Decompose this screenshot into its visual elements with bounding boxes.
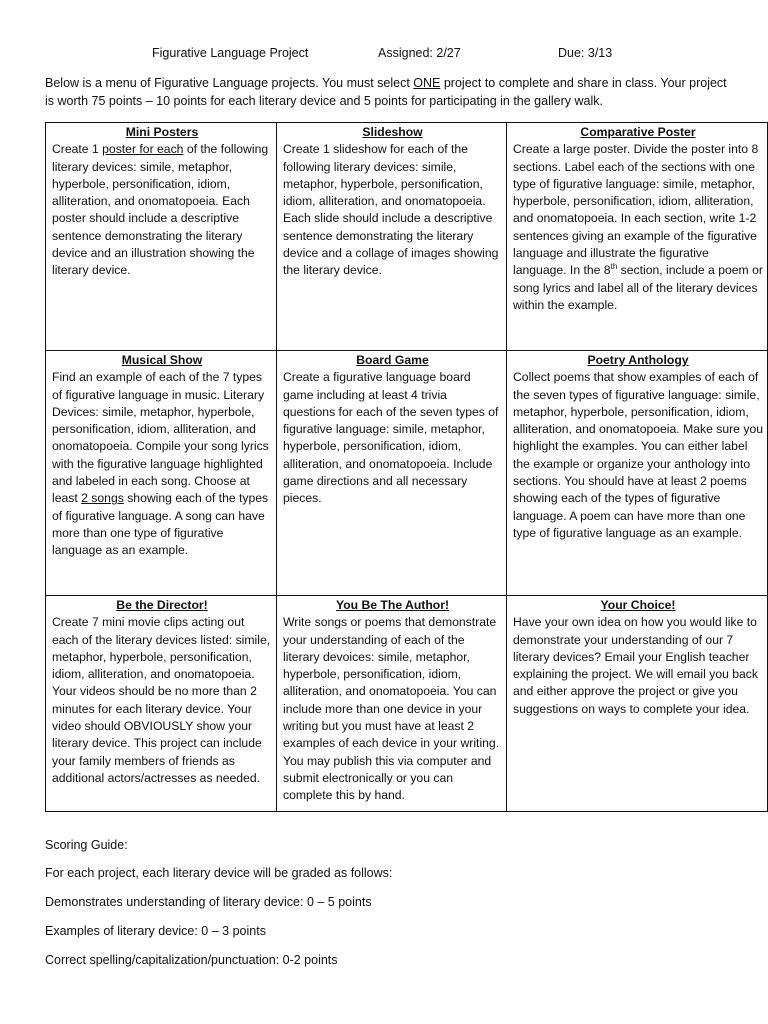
scoring-item: Examples of literary device: 0 – 3 points <box>45 924 266 938</box>
project-cell-musical-show <box>46 351 277 596</box>
cell-title: You Be The Author! <box>335 598 450 612</box>
cell-text: of the following literary devices: simile, metaphor, hyperbole, personification, idiom, alliteration, and onomatopoeia. Each poster should include a descriptive sentence demonstrating the literary device and an illustration showing the literary device. <box>52 142 269 278</box>
assigned-date: Assigned: 2/27 <box>378 46 461 60</box>
table-row <box>46 596 768 812</box>
cell-text: Create 1 <box>52 142 103 157</box>
project-menu-table <box>45 122 768 812</box>
cell-text: showing each of the types of figurative language. A song can have more than one type of figurative language as an example. <box>52 491 269 558</box>
cell-body: Collect poems that show examples of each of the seven types of figurative language: simile, metaphor, hyperbole, personification, idiom, alliteration, and onomatopoeia. Make sure you highlight the examples. You can either label the example or organize your anthology into sections. You should have at least 2 poems showing each of the types of figurative language. A poem can have more than one type of figurative language as an example. <box>513 370 763 540</box>
cell-title: Comparative Poster <box>580 125 696 139</box>
table-row <box>46 351 768 596</box>
scoring-heading: Scoring Guide: <box>45 838 128 852</box>
project-cell-you-be-the-author <box>277 596 507 812</box>
cell-title: Poetry Anthology <box>587 353 689 367</box>
project-cell-board-game <box>277 351 507 596</box>
cell-body <box>52 369 272 559</box>
document-header <box>45 46 725 66</box>
cell-body <box>513 141 763 314</box>
project-cell-poetry-anthology <box>507 351 768 596</box>
cell-underlined-text: 2 songs <box>81 491 124 506</box>
intro-text-start: Below is a menu of Figurative Language projects. You must select <box>45 76 414 90</box>
cell-title: Mini Posters <box>125 125 199 139</box>
project-cell-be-the-director <box>46 596 277 812</box>
cell-text: Create a large poster. Divide the poster into 8 sections. Label each of the sections with one type of figurative language: simile, metaphor, hyperbole, personification, idiom, alliteration, and onomatopoeia. In each section, write 1-2 sentences giving an example of the figurative language and illustrate the figurative language. In the 8 <box>513 142 759 278</box>
ordinal-superscript: th <box>610 262 618 272</box>
cell-underlined-text: poster for each <box>102 142 184 157</box>
cell-text: Find an example of each of the 7 types of figurative language in music. Literary Devices: simile, metaphor, hyperbole, personification, idiom, alliteration, and onomatopoeia. Compile your song lyrics with the figurative language highlighted and labeled in each song. Choose at least <box>52 370 269 506</box>
cell-title: Your Choice! <box>600 598 676 612</box>
scoring-item: Demonstrates understanding of literary device: 0 – 5 points <box>45 895 372 909</box>
project-cell-mini-posters <box>46 123 277 351</box>
intro-paragraph <box>45 74 735 110</box>
cell-body <box>52 141 272 279</box>
cell-title: Board Game <box>356 353 429 367</box>
cell-body: Have your own idea on how you would like to demonstrate your understanding of our 7 literary devices? Email your English teacher explaining the project. We will email you back and either approve the project or give you suggestions on ways to complete your idea. <box>513 615 758 716</box>
cell-title: Musical Show <box>121 353 203 367</box>
cell-title: Be the Director! <box>116 598 208 612</box>
project-cell-your-choice <box>507 596 768 812</box>
cell-body: Create 7 mini movie clips acting out each of the literary devices listed: simile, metaphor, hyperbole, personification, idiom, alliteration, and onomatopoeia. Your videos should be no more than 2 minutes for each literary device. Your video should OBVIOUSLY show your literary device. This project can include your family members of friends as additional actors/actresses as needed. <box>52 615 271 785</box>
cell-body: Create a figurative language board game including at least 4 trivia questions for each of the seven types of figurative language: simile, metaphor, hyperbole, personification, idiom, alliteration, and onomatopoeia. Include game directions and all necessary pieces. <box>283 370 499 506</box>
cell-title: Slideshow <box>362 125 423 139</box>
due-date: Due: 3/13 <box>558 46 613 60</box>
scoring-item: Correct spelling/capitalization/punctuation: 0-2 points <box>45 953 338 967</box>
project-title: Figurative Language Project <box>152 46 309 60</box>
intro-emphasis: ONE <box>413 76 441 90</box>
project-cell-slideshow <box>277 123 507 351</box>
cell-body: Create 1 slideshow for each of the following literary devices: simile, metaphor, hyperbole, personification, idiom, alliteration, and onomatopoeia. Each slide should include a descriptive sentence demonstrating the literary device and a collage of images showing the literary device. <box>283 142 499 278</box>
intro-text-end: project to complete and share in class. Your project is worth 75 points – 10 points for each literary device and 5 points for participating in the gallery walk. <box>45 76 727 108</box>
scoring-intro: For each project, each literary device will be graded as follows: <box>45 866 393 880</box>
cell-text: section, include a poem or song lyrics and label all of the literary devices within the example. <box>513 263 763 312</box>
cell-body: Write songs or poems that demonstrate your understanding of each of the literary devoices: simile, metaphor, hyperbole, personification, idiom, alliteration, and onomatopoeia. You can include more than one device in your writing but you must have at least 2 examples of each device in your writing. You may publish this via computer and submit electronically or you can complete this by hand. <box>283 615 500 803</box>
project-cell-comparative-poster <box>507 123 768 351</box>
table-row <box>46 123 768 351</box>
